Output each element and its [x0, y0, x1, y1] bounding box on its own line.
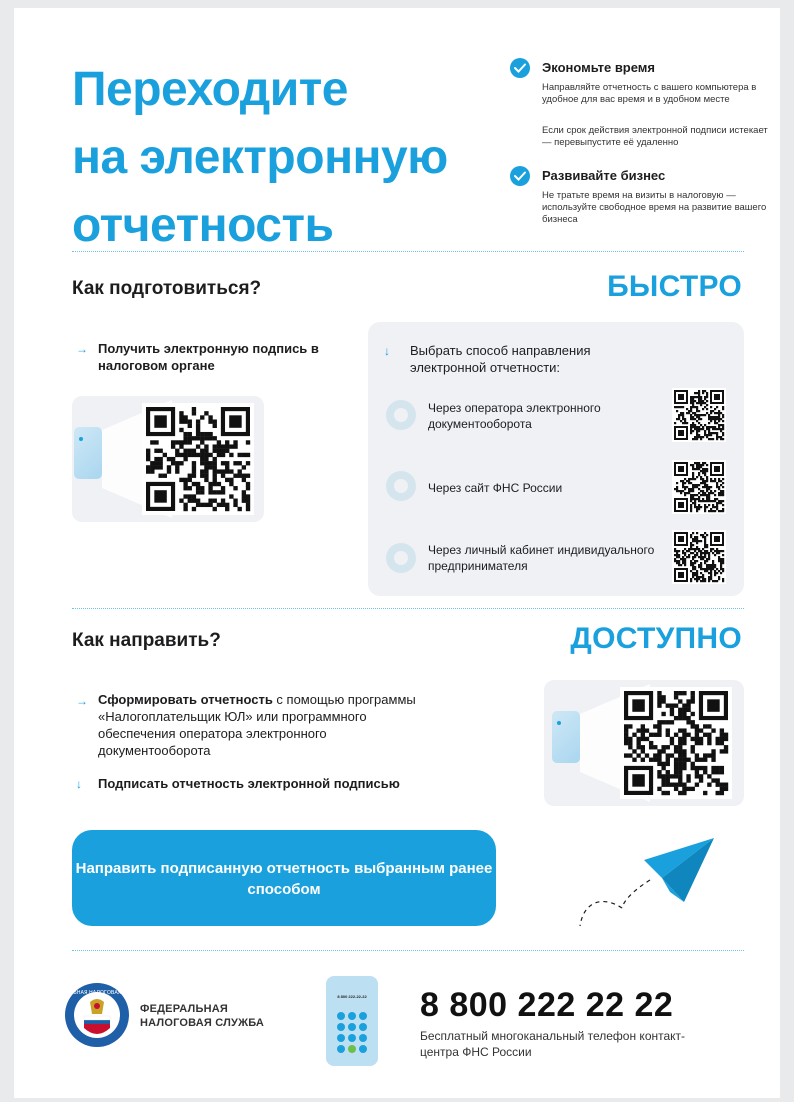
step-get-signature: Получить электронную подпись в налоговом органе — [98, 341, 319, 373]
page-title — [72, 56, 448, 260]
org-name-line-1: ФЕДЕРАЛЬНАЯ — [140, 1003, 228, 1015]
send-report-button-label: Направить подписанную отчетность выбранным ранее способом — [75, 860, 493, 898]
benefit-text: Не тратьте время на визиты в налоговую — используйте свободное время на развитие вашего бизнеса — [542, 190, 767, 225]
hotline-description: Бесплатный многоканальный телефон контакт-центра ФНС России — [420, 1029, 686, 1059]
send-report-button[interactable] — [72, 830, 496, 926]
submission-methods-card — [368, 322, 744, 596]
check-icon — [510, 166, 530, 186]
title-line-3: отчетность — [72, 199, 334, 252]
option-radio[interactable] — [386, 471, 416, 501]
tagline-available: ДОСТУПНО — [570, 622, 742, 655]
qr-code-icon[interactable] — [142, 403, 254, 515]
benefit-heading: Экономьте время — [542, 60, 656, 75]
phone-icon — [74, 427, 102, 479]
arrow-right-icon: → — [76, 342, 88, 356]
phone-icon — [326, 976, 378, 1066]
org-name-line-2: НАЛОГОВАЯ СЛУЖБА — [140, 1017, 265, 1029]
divider — [72, 950, 744, 951]
benefit-text: Если срок действия электронной подписи истекает — перевыпустите её удаленно — [542, 125, 768, 148]
qr-code-icon[interactable] — [672, 530, 726, 584]
qr-card-signature — [72, 396, 264, 522]
qr-code-icon[interactable] — [620, 687, 732, 799]
arrow-right-icon: → — [76, 694, 88, 708]
arrow-down-icon: ↓ — [76, 777, 82, 791]
benefit-heading: Развивайте бизнес — [542, 168, 666, 183]
section-heading-prepare: Как подготовиться? — [72, 278, 262, 299]
option-radio[interactable] — [386, 543, 416, 573]
divider — [72, 608, 744, 609]
qr-card-software — [544, 680, 744, 806]
hotline-number[interactable]: 8 800 222 22 22 — [420, 986, 674, 1024]
benefit-text: Направляйте отчетность с вашего компьютера в удобное для вас время и в удобном месте — [542, 82, 757, 105]
phone-screen-number: 8 800 222-22-22 — [337, 994, 367, 999]
arrow-down-icon: ↓ — [384, 344, 390, 358]
emblem-arc-text: ФЕДЕРАЛЬНАЯ НАЛОГОВАЯ СЛУЖБА — [48, 990, 146, 996]
qr-code-icon[interactable] — [672, 460, 726, 514]
paper-plane-icon — [574, 830, 724, 940]
tagline-fast: БЫСТРО — [607, 270, 742, 303]
poster — [14, 8, 780, 1098]
qr-code-icon[interactable] — [672, 388, 726, 442]
title-line-2: на электронную — [72, 131, 448, 184]
divider — [72, 251, 744, 252]
step-form-report-bold: Сформировать отчетность — [98, 692, 273, 707]
fns-emblem-icon — [48, 982, 146, 1048]
title-line-1: Переходите — [72, 63, 348, 116]
section-heading-send: Как направить? — [72, 630, 221, 651]
step-choose-method: Выбрать способ направления электронной отчетности: — [410, 343, 591, 375]
step-sign-report: Подписать отчетность электронной подписью — [98, 776, 400, 791]
step-form-report-rest: с помощью программы «Налогоплательщик ЮЛ» или программного обеспечения оператора электронного документооборота — [98, 692, 416, 758]
option-radio[interactable] — [386, 400, 416, 430]
org-name — [140, 1002, 264, 1030]
step-form-report — [98, 691, 428, 759]
check-icon — [510, 58, 530, 78]
option-edo-operator[interactable]: Через оператора электронного документооборота — [428, 401, 601, 431]
option-personal-account[interactable]: Через личный кабинет индивидуального предпринимателя — [428, 543, 655, 573]
option-fns-site[interactable]: Через сайт ФНС России — [428, 481, 563, 495]
phone-icon — [552, 711, 580, 763]
